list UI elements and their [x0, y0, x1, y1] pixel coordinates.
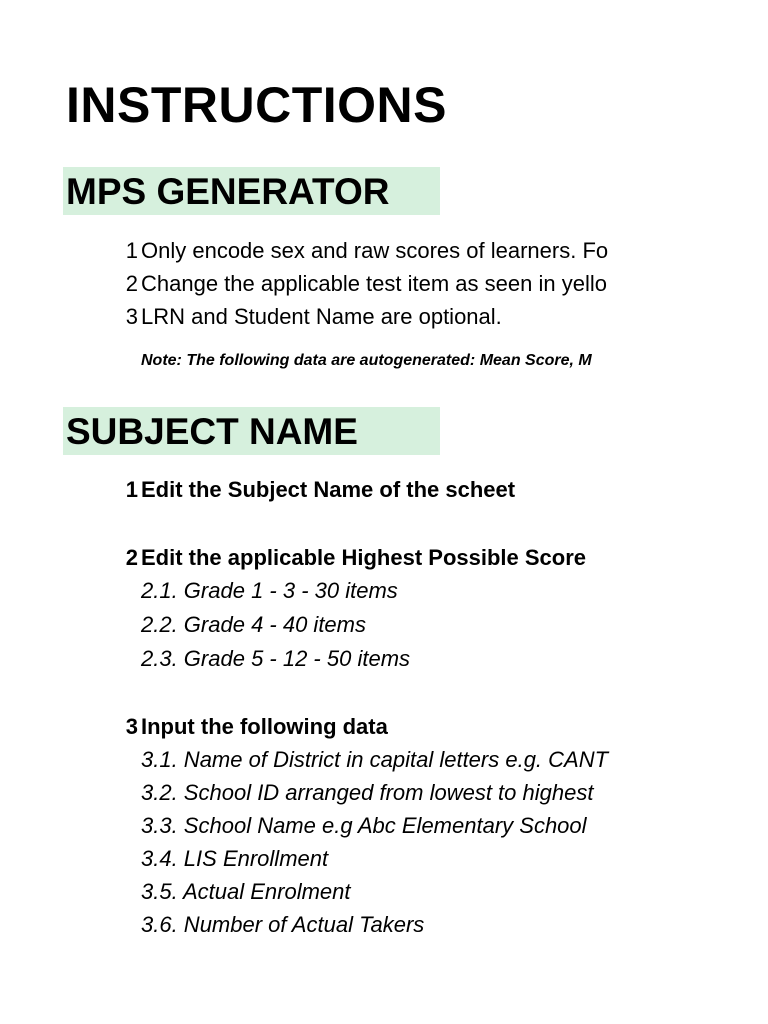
item-number: 1: [125, 477, 138, 502]
item-text: LRN and Student Name are optional.: [141, 304, 502, 329]
item-text: Input the following data: [141, 714, 388, 739]
item-text: Change the applicable test item as seen in yello: [141, 271, 607, 296]
section-heading-text: MPS GENERATOR: [66, 171, 390, 212]
subject-name-instructions: [118, 474, 668, 944]
sub-item-text: 3.5. Actual Enrolment: [141, 879, 351, 904]
sub-item-text: 2.2. Grade 4 - 40 items: [141, 612, 366, 637]
item-number: 2: [125, 271, 138, 296]
section-heading-mps-generator: [63, 167, 440, 215]
item-number: 3: [125, 714, 138, 739]
item-number: 3: [125, 304, 138, 329]
item-number: 2: [125, 545, 138, 570]
mps-generator-instructions: [118, 235, 668, 385]
sub-item-text: 2.1. Grade 1 - 3 - 30 items: [141, 578, 398, 603]
sub-item-text: 2.3. Grade 5 - 12 - 50 items: [141, 646, 411, 671]
section-heading-text: SUBJECT NAME: [66, 411, 358, 452]
section-heading-subject-name: [63, 407, 440, 455]
item-text: Edit the Subject Name of the scheet: [141, 477, 516, 502]
sub-item-text: 3.6. Number of Actual Takers: [141, 912, 425, 937]
sub-item-text: 3.2. School ID arranged from lowest to highest: [141, 780, 594, 805]
sub-item-text: 3.3. School Name e.g Abc Elementary School: [141, 813, 587, 838]
item-text: Only encode sex and raw scores of learners. Fo: [141, 238, 609, 263]
sub-item-text: 3.1. Name of District in capital letters e.g. CANT: [141, 747, 609, 772]
sub-item-text: 3.4. LIS Enrollment: [141, 846, 329, 871]
item-text: Edit the applicable Highest Possible Score: [141, 545, 587, 570]
autogenerated-note: Note: The following data are autogenerated: Mean Score, M: [141, 352, 592, 369]
page-title: INSTRUCTIONS: [66, 77, 447, 133]
item-number: 1: [125, 238, 138, 263]
